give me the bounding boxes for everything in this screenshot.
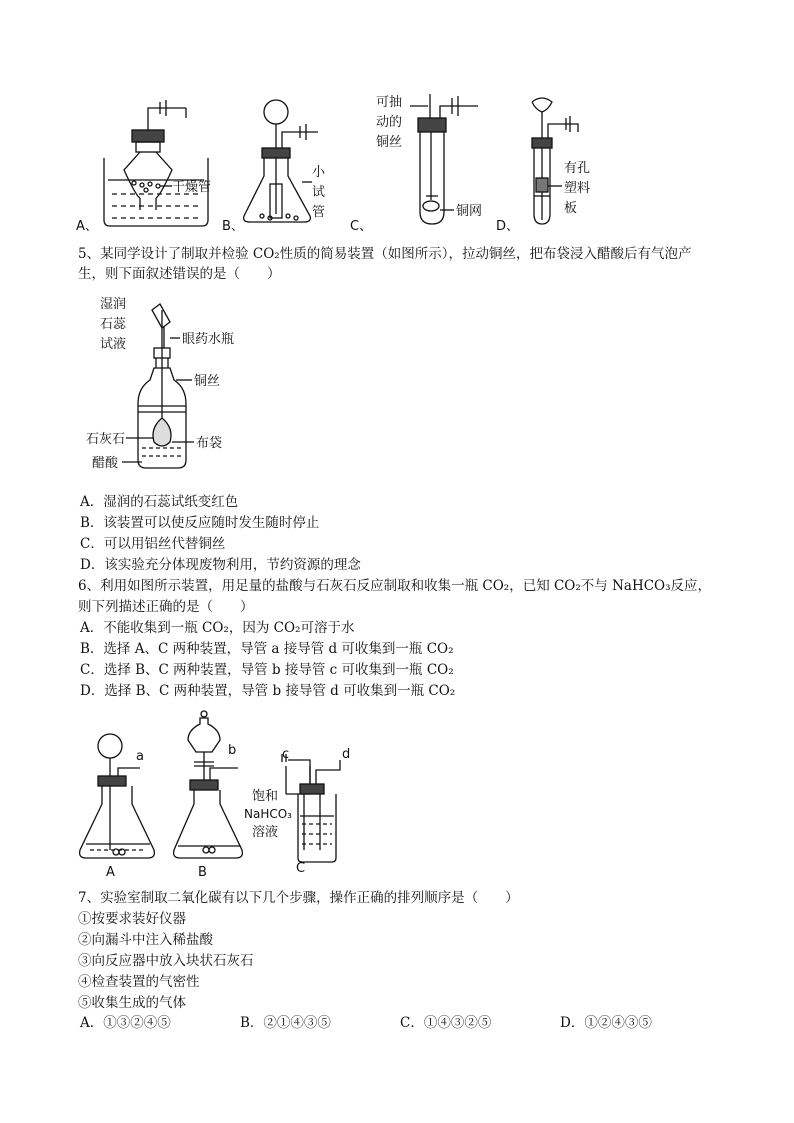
label-copper-wire: 铜丝 <box>194 374 221 389</box>
label-6-c: c <box>282 747 290 762</box>
label-6-B: B <box>198 865 207 880</box>
q5-option-b: B．该装置可以使反应随时发生随时停止 <box>80 515 320 531</box>
q5-option-c: C．可以用铝丝代替铜丝 <box>80 536 226 552</box>
q7-step-3: ③向反应器中放入块状石灰石 <box>78 953 254 969</box>
option-label-a: A、 <box>76 219 98 234</box>
q7-choice-b: B．②①④③⑤ <box>240 1015 331 1031</box>
option-label-b: B、 <box>222 219 244 234</box>
q6-option-b: B．选择 A、C 两种装置，导管 a 接导管 d 可收集到一瓶 CO₂ <box>80 641 454 657</box>
label-6-solution-2: NaHCO₃ <box>244 807 292 821</box>
option-label-c: C、 <box>350 219 373 234</box>
q7-step-1: ①按要求装好仪器 <box>78 911 186 927</box>
label-copper-mesh: 铜网 <box>456 204 483 219</box>
label-6-C: C <box>296 861 306 876</box>
q6-figure <box>70 700 370 880</box>
q7-stem: 7、实验室制取二氧化碳有以下几个步骤，操作正确的排列顺序是（ ） <box>78 890 519 906</box>
label-litmus-2: 石蕊 <box>100 317 127 332</box>
q7-step-5: ⑤收集生成的气体 <box>78 995 186 1011</box>
label-litmus-3: 试液 <box>100 337 127 352</box>
q6-stem-line1: 6、利用如图所示装置，用足量的盐酸与石灰石反应制取和收集一瓶 CO₂，已知 CO₂不与 NaHCO₃反应， <box>78 578 712 594</box>
q6-option-d: D．选择 B、C 两种装置，导管 b 接导管 d 可收集到一瓶 CO₂ <box>80 683 456 699</box>
label-6-b: b <box>228 743 237 758</box>
option-label-d: D、 <box>496 219 520 234</box>
q7-choice-d: D．①②④③⑤ <box>560 1015 652 1031</box>
q4-figures <box>0 0 794 240</box>
q7-step-4: ④检查装置的气密性 <box>78 974 200 990</box>
label-6-d: d <box>342 747 351 762</box>
q7-step-2: ②向漏斗中注入稀盐酸 <box>78 932 213 948</box>
q5-stem-line1: 5、某同学设计了制取并检验 CO₂性质的简易装置（如图所示），拉动铜丝，把布袋浸入醋酸后有气泡产 <box>78 246 692 262</box>
label-cloth-bag: 布袋 <box>196 436 223 451</box>
label-6-solution-1: 饱和 <box>252 789 279 804</box>
label-vinegar: 醋酸 <box>92 456 119 471</box>
q5-option-d: D．该实验充分体现废物利用，节约资源的理念 <box>80 557 361 573</box>
label-litmus-1: 湿润 <box>100 297 127 312</box>
label-drying-tube: 干燥管 <box>172 180 212 195</box>
q6-option-c: C．选择 B、C 两种装置，导管 b 接导管 c 可收集到一瓶 CO₂ <box>80 662 454 678</box>
label-small-tube-1: 小 <box>312 165 326 180</box>
label-perforated-board-1: 有孔 <box>564 161 591 176</box>
label-movable-wire-3: 铜丝 <box>376 135 403 150</box>
apparatus-6b <box>174 711 243 858</box>
label-perforated-board-2: 塑料 <box>564 181 591 196</box>
label-6-solution-3: 溶液 <box>252 825 279 840</box>
label-6-A: A <box>106 865 115 880</box>
q6-option-a: A．不能收集到一瓶 CO₂，因为 CO₂可溶于水 <box>80 620 355 636</box>
label-movable-wire-1: 可抽 <box>376 95 403 110</box>
apparatus-b <box>244 100 318 222</box>
q7-choice-c: C．①④③②⑤ <box>400 1015 492 1031</box>
apparatus-a <box>104 100 208 226</box>
label-small-tube-2: 试 <box>312 185 326 200</box>
q5-figure <box>80 288 380 488</box>
q6-stem-line2: 则下列描述正确的是（ ） <box>78 599 254 615</box>
label-6-a: a <box>136 749 144 764</box>
q5-stem-line2: 生，则下面叙述错误的是（ ） <box>78 266 281 282</box>
label-dropper-bottle: 眼药水瓶 <box>182 332 235 347</box>
label-limestone: 石灰石 <box>86 432 126 447</box>
label-movable-wire-2: 动的 <box>376 115 403 130</box>
q5-option-a: A．湿润的石蕊试纸变红色 <box>80 494 239 510</box>
label-small-tube-3: 管 <box>312 205 326 220</box>
q7-choice-a: A．①③②④⑤ <box>80 1015 171 1031</box>
label-perforated-board-3: 板 <box>564 201 578 216</box>
